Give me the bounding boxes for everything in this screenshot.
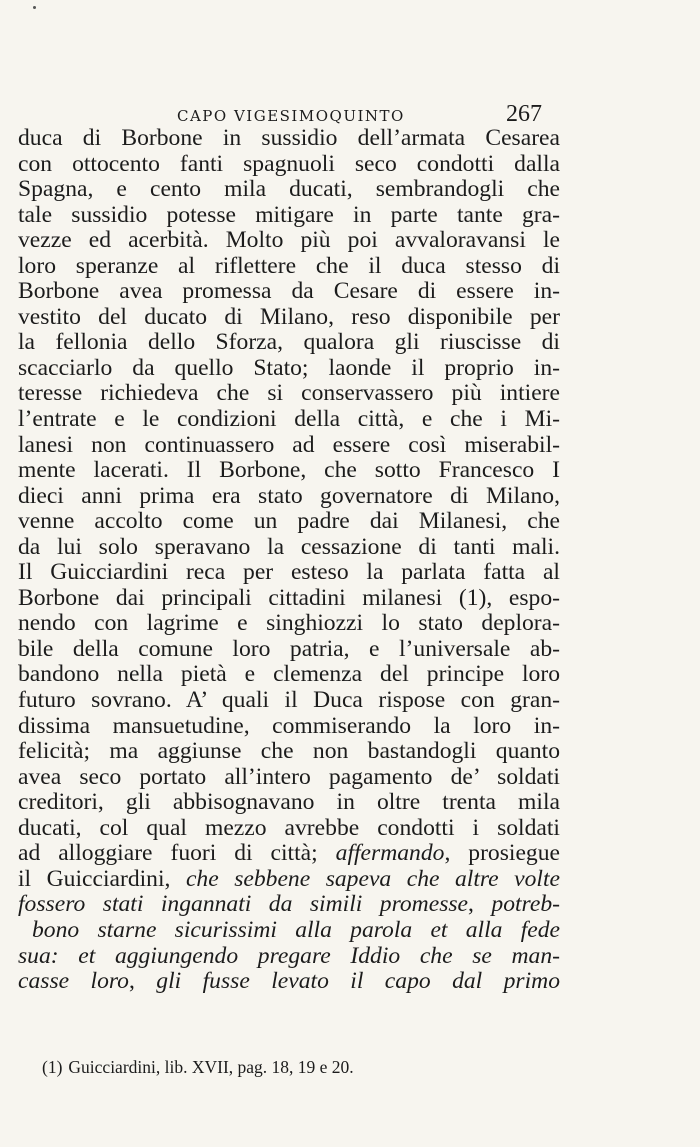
text-line: bile della comune loro patria, e l’universale ab- (18, 635, 560, 662)
text-line: l’entrate e le condizioni della città, e che i Mi- (18, 406, 560, 433)
text-line: loro speranze al riflettere che il duca stesso di (18, 252, 560, 279)
text-run: , (468, 891, 492, 918)
text-line: bandono nella pietà e clemenza del principe loro (18, 661, 560, 688)
text-line: vezze ed acerbità. Molto più poi avvaloravansi le (18, 227, 560, 254)
body-text (18, 126, 560, 995)
text-line: da lui solo speravano la cessazione di tanti mali. (18, 533, 560, 560)
text-line: scacciarlo da quello Stato; laonde il proprio in- (18, 354, 560, 381)
text-line: Borbone avea promessa da Cesare di essere in- (18, 278, 560, 305)
footnote (42, 1057, 354, 1078)
text-line: creditori, gli abbisognavano in oltre trenta mila (18, 789, 560, 816)
text-line: Spagna, e cento mila ducati, sembrandogli che (18, 176, 560, 203)
text-line: Borbone dai principali cittadini milanesi (1), espo- (18, 584, 560, 611)
text-line: lanesi non continuassero ad essere così miserabil- (18, 431, 560, 458)
italic-run: che sebbene sapeva che altre volte (185, 865, 561, 892)
italic-run: fossero stati ingannati da simili promesse (18, 891, 469, 918)
text-run: il Guicciardini, (18, 865, 186, 892)
text-line: teresse richiedeva che si conservassero più intiere (18, 380, 560, 407)
text-line-mixed (18, 969, 560, 995)
italic-run: casse loro (18, 968, 129, 995)
text-line: duca di Borbone in sussidio dell’armata Cesarea (18, 125, 560, 151)
text-line: venne accolto come un padre dai Milanesi, che (18, 508, 560, 535)
text-line-italic (18, 918, 560, 944)
text-line: dieci anni prima era stato governatore di Milano, (18, 482, 560, 509)
scan-speck (33, 6, 36, 9)
text-line-mixed (18, 892, 560, 918)
text-line: dissima mansuetudine, commiserando la loro in- (18, 712, 560, 739)
text-line: futuro sovrano. A’ quali il Duca rispose con gran- (18, 687, 560, 714)
text-line-mixed (18, 841, 560, 867)
text-line-italic (18, 944, 560, 970)
page-number: 267 (506, 101, 542, 127)
text-line: ducati, col qual mezzo avrebbe condotti i soldati (18, 814, 560, 841)
text-line: felicità; ma aggiunse che non bastandogli quanto (18, 738, 560, 765)
italic-run: sua: et aggiungendo pregare Iddio che se man- (18, 942, 560, 969)
text-line-mixed (18, 867, 560, 893)
text-run: , prosiegue (444, 840, 560, 867)
text-run: ad alloggiare fuori di città; (18, 840, 318, 867)
italic-run: bono starne sicurissimi alla parola et alla fede (32, 916, 560, 943)
text-line: Il Guicciardini reca per esteso la parlata fatta al (18, 559, 560, 586)
text-line: nendo con lagrime e singhiozzi lo stato deplora- (18, 610, 560, 637)
footnote-text: Guicciardini, lib. XVII, pag. 18, 19 e 20. (68, 1057, 354, 1077)
text-run: , (128, 968, 157, 995)
text-line: tale sussidio potesse mitigare in parte tante gra- (18, 201, 560, 228)
page-header (0, 103, 700, 127)
text-line: con ottocento fanti spagnuoli seco condotti dalla (18, 150, 560, 177)
text-line: mente lacerati. Il Borbone, che sotto Francesco I (18, 457, 560, 484)
footnote-marker: (1) (42, 1057, 63, 1077)
text-line: avea seco portato all’intero pagamento de’ soldati (18, 763, 560, 790)
italic-run: gli fusse levato il capo dal primo (156, 968, 561, 995)
running-head: CAPO VIGESIMOQUINTO (177, 107, 405, 125)
text-line: la fellonia dello Sforza, qualora gli riuscisse di (18, 329, 560, 356)
text-line: vestito del ducato di Milano, reso disponibile per (18, 303, 560, 330)
italic-run: affermando (335, 840, 445, 867)
italic-run: potreb- (491, 891, 560, 918)
